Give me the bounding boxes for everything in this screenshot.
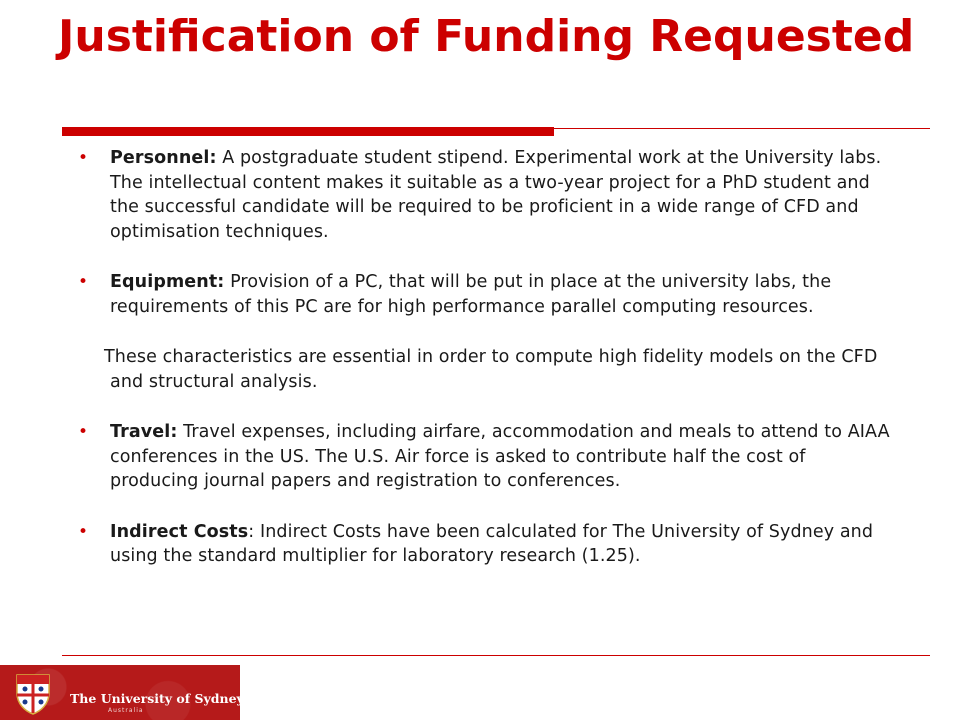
bullet-text: Travel expenses, including airfare, accommodation and meals to attend to AIAA conferences in the US. The U.S. Air force is asked to contribute half the cost of producing journal papers and registration to conferences.: [110, 422, 890, 491]
slide-title: Justification of Funding Requested: [58, 11, 915, 62]
title-underline-thin: [554, 128, 930, 129]
bullet-indirect-costs: [76, 520, 896, 569]
bullet-text: : Indirect Costs have been calculated for The University of Sydney and using the standard multiplier for laboratory research (1.25).: [110, 521, 874, 566]
university-name: The University of Sydney: [70, 691, 244, 706]
footer-rule: [62, 655, 930, 656]
bullet-personnel: [76, 146, 896, 244]
bullet-term: Indirect Costs: [110, 521, 249, 542]
bullet-term: Equipment:: [110, 272, 225, 292]
bullet-term: Personnel:: [110, 148, 217, 168]
bullet-icon: •: [78, 521, 89, 542]
crest-icon: [14, 671, 52, 715]
university-country: Australia: [108, 707, 144, 714]
bullet-text: Provision of a PC, that will be put in place at the university labs, the requirements of this PC are for high performance parallel computing resources.: [110, 272, 832, 317]
bullet-icon: •: [78, 422, 89, 442]
bullet-icon: •: [78, 148, 89, 168]
bullet-travel: [76, 420, 896, 494]
bullet-term: Travel:: [110, 422, 178, 442]
bullet-equipment: [76, 270, 896, 319]
bullet-icon: •: [78, 272, 89, 292]
university-logo: [0, 665, 244, 720]
bullet-text: A postgraduate student stipend. Experimental work at the University labs. The intellectual content makes it suitable as a two-year project for a PhD student and the successful candidate will be required to be proficient in a wide range of CFD and optimisation techniques.: [110, 148, 882, 242]
equipment-note: These characteristics are essential in order to compute high fidelity models on the CFD and structural analysis.: [104, 347, 878, 392]
slide-body: [76, 146, 896, 595]
title-underline-thick: [62, 127, 554, 136]
